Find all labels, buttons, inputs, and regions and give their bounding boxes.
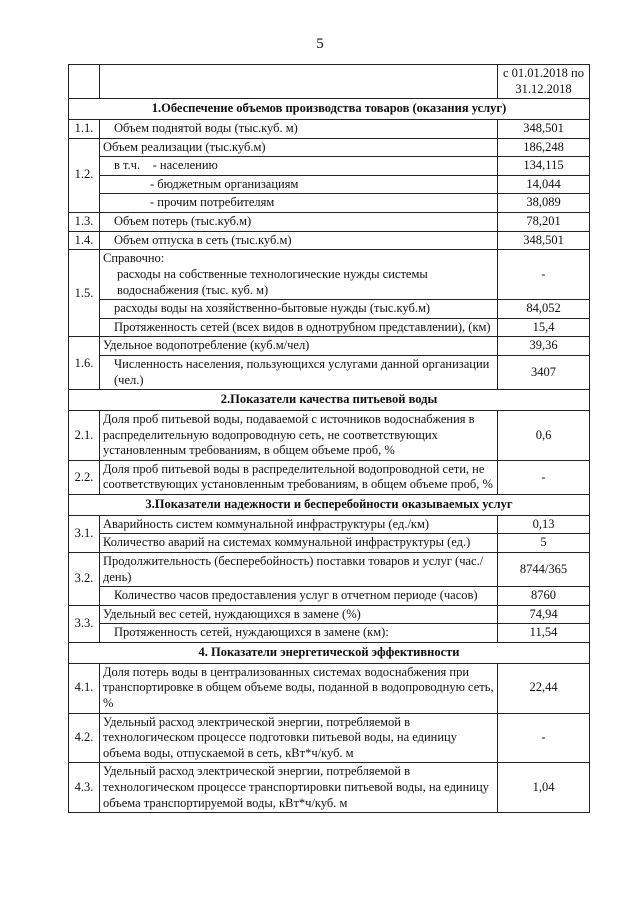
row-value: 5 [498,534,590,553]
row-label: Численность населения, пользующихся услугами данной организации (чел.) [100,356,498,390]
table-row [69,713,590,763]
row-label: Доля проб питьевой воды, подаваемой с источников водоснабжения в распределительную водопроводную сеть, не соответствующих установленным требованиям, в общем объеме проб, % [100,410,498,460]
table-row [69,318,590,337]
section-3-row [69,495,590,516]
row-value: 8760 [498,587,590,606]
row-number: 3.3. [69,605,100,642]
row-value: 348,501 [498,119,590,138]
page-number: 5 [316,36,324,52]
row-number: 4.3. [69,763,100,813]
row-label: Удельное водопотребление (куб.м/чел) [100,337,498,356]
row-label: Удельный расход электрической энергии, потребляемой в технологическом процессе подготовки питьевой воды, на единицу объема воды, отпускаемой в сеть, кВт*ч/куб. м [100,713,498,763]
section-title: 3.Показатели надежности и бесперебойности оказываемых услуг [69,495,590,516]
row-value: 22,44 [498,663,590,713]
table-row [69,213,590,232]
table-row [69,515,590,534]
row-label: Объем потерь (тыс.куб.м) [100,213,498,232]
row-label: Удельный расход электрической энергии, потребляемой в технологическом процессе транспортировки питьевой воды, на единицу объема транспортируемой воды, кВт*ч/куб. м [100,763,498,813]
row-label: Продолжительность (бесперебойность) поставки товаров и услуг (час./день) [100,552,498,586]
row-value: 14,044 [498,175,590,194]
row-number: 1.4. [69,231,100,250]
row-value: 11,54 [498,624,590,643]
table-row [69,663,590,713]
table-row [69,157,590,176]
row-value: 84,052 [498,300,590,319]
row-value: 78,201 [498,213,590,232]
table-row [69,300,590,319]
table-row [69,534,590,553]
table-row [69,605,590,624]
row-number: 2.2. [69,460,100,494]
row-number: 4.1. [69,663,100,713]
section-4-row [69,643,590,664]
section-title: 1.Обеспечение объемов производства товаров (оказания услуг) [69,99,590,120]
row-label [100,250,498,300]
row-label: Удельный вес сетей, нуждающихся в замене (%) [100,605,498,624]
table-row [69,337,590,356]
table-row [69,356,590,390]
row-label: - бюджетным организациям [100,175,498,194]
reference-note: Справочно: [103,251,165,266]
row-label-text: расходы на собственные технологические нужды системы водоснабжения (тыс. куб. м) [117,266,428,297]
row-number: 1.2. [69,138,100,213]
row-label [100,157,498,176]
row-label: Протяженность сетей, нуждающихся в замене (км): [100,624,498,643]
table-row [69,460,590,494]
row-value: 186,248 [498,138,590,157]
row-number: 3.2. [69,552,100,605]
row-label: Аварийность систем коммунальной инфраструктуры (ед./км) [100,515,498,534]
row-number: 1.6. [69,337,100,390]
table-row [69,763,590,813]
row-label: Объем реализации (тыс.куб.м) [100,138,498,157]
row-label: - прочим потребителям [100,194,498,213]
row-label-text: - населению [152,158,218,173]
row-label: Количество часов предоставления услуг в отчетном периоде (часов) [100,587,498,606]
row-value: 74,94 [498,605,590,624]
row-label: Объем отпуска в сеть (тыс.куб.м) [100,231,498,250]
row-value: 0,6 [498,410,590,460]
row-value: - [498,250,590,300]
table-row [69,410,590,460]
table-row [69,250,590,300]
row-number: 3.1. [69,515,100,552]
row-value: 1,04 [498,763,590,813]
period-header: с 01.01.2018 по 31.12.2018 [498,65,590,99]
row-value: 134,115 [498,157,590,176]
table-row [69,138,590,157]
row-value: 39,36 [498,337,590,356]
row-label: Протяженность сетей (всех видов в однотрубном представлении), (км) [100,318,498,337]
table-header-row [69,65,590,99]
section-title: 2.Показатели качества питьевой воды [69,390,590,411]
section-title: 4. Показатели энергетической эффективности [69,643,590,664]
table-row [69,119,590,138]
row-label: расходы воды на хозяйственно-бытовые нужды (тыс.куб.м) [100,300,498,319]
row-value: 348,501 [498,231,590,250]
table-row [69,552,590,586]
row-value: - [498,713,590,763]
section-1-row [69,99,590,120]
row-number: 2.1. [69,410,100,460]
row-number: 1.5. [69,250,100,337]
row-value: 0,13 [498,515,590,534]
row-value: 8744/365 [498,552,590,586]
row-number: 1.1. [69,119,100,138]
table-row [69,231,590,250]
row-number: 1.3. [69,213,100,232]
row-value: - [498,460,590,494]
table-row [69,194,590,213]
row-label: Доля проб питьевой воды в распределительной водопроводной сети, не соответствующих установленным требованиям, в общем объеме проб, % [100,460,498,494]
row-value: 3407 [498,356,590,390]
section-2-row [69,390,590,411]
row-prefix: в т.ч. [114,158,141,173]
row-label: Количество аварий на системах коммунальной инфраструктуры (ед.) [100,534,498,553]
row-number: 4.2. [69,713,100,763]
row-value: 15,4 [498,318,590,337]
indicators-table [68,64,590,813]
row-label: Объем поднятой воды (тыс.куб. м) [100,119,498,138]
table-row [69,175,590,194]
row-label: Доля потерь воды в централизованных системах водоснабжения при транспортировке в общем объеме воды, поданной в водопроводную сеть, % [100,663,498,713]
row-value: 38,089 [498,194,590,213]
table-row [69,587,590,606]
table-row [69,624,590,643]
